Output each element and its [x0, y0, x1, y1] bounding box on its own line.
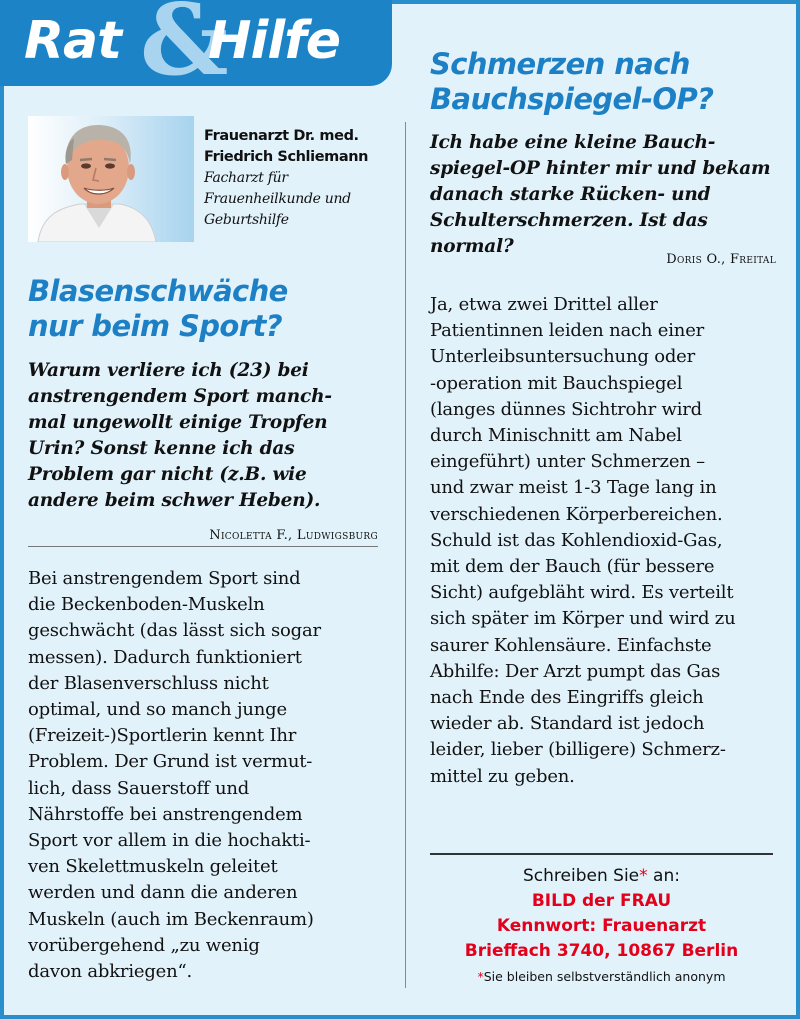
right-headline-line-2: Bauchspiegel-OP? [430, 82, 714, 116]
contact-footnote [430, 966, 773, 988]
column-divider [405, 122, 406, 988]
author-portrait [28, 116, 194, 242]
left-answer-line-11: Sport vor allem in die hochakti- [28, 830, 311, 852]
right-answer-line-2: Patientinnen leiden nach einer [430, 320, 705, 342]
contact-publication: BILD der FRAU [531, 891, 672, 911]
left-signature-rule [28, 546, 378, 547]
contact-prompt-text: Schreiben Sie [523, 866, 640, 886]
left-answer-line-2: die Beckenboden-Muskeln [28, 594, 265, 616]
left-answer-line-14: Muskeln (auch im Beckenraum) [28, 908, 314, 930]
contact-address: Brieffach 3740, 10867 Berlin [464, 941, 739, 961]
author-byline [204, 126, 404, 231]
right-question-line-5: normal? [430, 236, 514, 257]
author-title-line-1: Facharzt für [204, 170, 288, 186]
right-answer-line-8: und zwar meist 1-3 Tage lang in [430, 477, 717, 499]
left-answer-line-7: (Freizeit-)Sportlerin kennt Ihr [28, 725, 297, 747]
left-answer-line-12: ven Skelettmuskeln geleitet [28, 856, 278, 878]
right-answer-line-14: saurer Kohlensäure. Einfachste [430, 634, 712, 656]
left-answer-line-6: optimal, und so manch junge [28, 699, 287, 721]
left-answer-line-15: vorübergehend „zu wenig [28, 934, 260, 956]
left-headline-line-1: Blasenschwäche [28, 274, 288, 308]
right-answer-line-12: Sicht) aufgebläht wird. Es verteilt [430, 582, 734, 604]
right-answer [430, 292, 792, 790]
left-question-line-3: mal ungewollt einige Tropfen [28, 412, 328, 433]
left-question-line-6: andere beim schwer Heben). [28, 490, 321, 511]
header-word-rat: Rat [24, 11, 121, 71]
right-answer-line-17: wieder ab. Standard ist jedoch [430, 713, 705, 735]
left-question-line-4: Urin? Sonst kenne ich das [28, 438, 295, 459]
right-answer-line-16: nach Ende des Eingriffs gleich [430, 687, 704, 709]
right-answer-line-10: Schuld ist das Kohlendioxid-Gas, [430, 529, 723, 551]
left-question [28, 358, 400, 514]
right-question-line-2: spiegel-OP hinter mir und bekam [430, 158, 771, 179]
author-title-line-2: Frauenheilkunde und [204, 191, 351, 207]
left-reader-signature: Nicoletta F., Ludwigsburg [209, 528, 378, 543]
author-name-line-1: Frauenarzt Dr. med. [204, 128, 359, 144]
left-answer-line-8: Problem. Der Grund ist vermut- [28, 751, 313, 773]
left-answer-line-4: messen). Dadurch funktioniert [28, 646, 302, 668]
left-question-line-5: Problem gar nicht (z.B. wie [28, 464, 307, 485]
left-answer-line-13: werden und dann die anderen [28, 882, 298, 904]
left-answer-line-10: Nährstoffe bei anstrengendem [28, 803, 303, 825]
right-answer-line-7: eingeführt) unter Schmerzen – [430, 451, 705, 473]
footnote-text: Sie bleiben selbstverständlich anonym [483, 969, 726, 984]
portrait-illustration [28, 116, 194, 242]
header-ampersand: & [140, 0, 229, 86]
left-headline [28, 274, 398, 344]
right-reader-signature: Doris O., Freital [666, 252, 776, 267]
left-question-line-2: anstrengendem Sport manch- [28, 386, 332, 407]
right-question-line-1: Ich habe eine kleine Bauch- [430, 132, 716, 153]
right-headline-line-1: Schmerzen nach [430, 47, 690, 81]
left-answer-line-9: lich, dass Sauerstoff und [28, 777, 250, 799]
right-answer-line-13: sich später im Körper und wird zu [430, 608, 736, 630]
right-answer-line-9: verschiedenen Körperbereichen. [430, 503, 723, 525]
right-question-line-3: danach starke Rücken- und [430, 184, 711, 205]
column-header [0, 0, 392, 86]
contact-rule [430, 853, 773, 855]
right-question [430, 130, 790, 260]
right-answer-line-3: Unterleibsuntersuchung oder [430, 346, 696, 368]
right-answer-line-6: durch Minischnitt am Nabel [430, 425, 682, 447]
right-question-line-4: Schulterschmerzen. Ist das [430, 210, 708, 231]
contact-prompt-suffix: an: [647, 866, 680, 886]
author-name-line-2: Friedrich Schliemann [204, 149, 369, 165]
contact-keyword: Kennwort: Frauenarzt [496, 916, 707, 936]
right-answer-line-4: -operation mit Bauchspiegel [430, 372, 683, 394]
left-answer [28, 566, 400, 985]
right-answer-line-15: Abhilfe: Der Arzt pumpt das Gas [430, 660, 721, 682]
contact-box [430, 864, 773, 988]
left-answer-line-1: Bei anstrengendem Sport sind [28, 568, 301, 589]
contact-asterisk: * [639, 866, 648, 886]
author-title-line-3: Geburtshilfe [204, 212, 289, 228]
left-answer-line-3: geschwächt (das lässt sich sogar [28, 620, 321, 642]
left-question-line-1: Warum verliere ich (23) bei [28, 360, 309, 381]
left-headline-line-2: nur beim Sport? [28, 309, 282, 343]
header-word-hilfe: Hilfe [208, 11, 341, 71]
right-headline [430, 47, 790, 117]
left-answer-line-16: davon abkriegen“. [28, 961, 193, 983]
right-answer-line-1: Ja, etwa zwei Drittel aller [430, 294, 658, 315]
contact-prompt [430, 864, 773, 889]
left-answer-line-5: der Blasenverschluss nicht [28, 672, 269, 694]
right-answer-line-11: mit dem der Bauch (für bessere [430, 556, 715, 578]
right-answer-line-19: mittel zu geben. [430, 765, 575, 787]
footnote-asterisk: * [477, 969, 484, 984]
right-answer-line-18: leider, lieber (billigere) Schmerz- [430, 739, 726, 761]
right-answer-line-5: (langes dünnes Sichtrohr wird [430, 398, 702, 420]
